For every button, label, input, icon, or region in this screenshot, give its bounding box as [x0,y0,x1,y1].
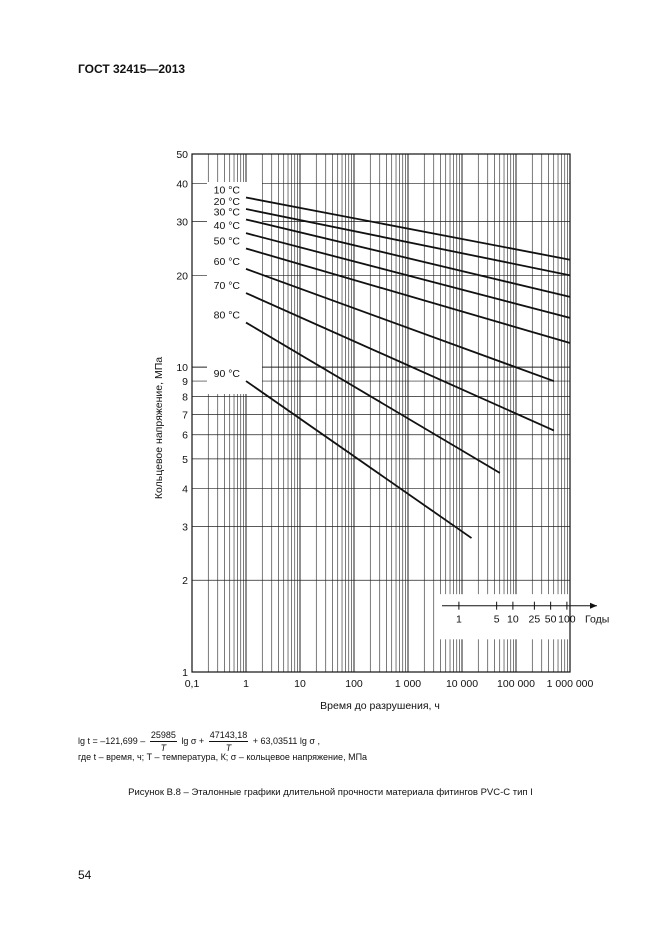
y-tick-label: 9 [182,376,188,389]
y-tick-label: 5 [182,453,188,466]
years-tick-label: 10 [507,613,519,626]
x-tick-label: 10 [294,678,306,690]
years-tick-label: 1 [455,613,462,626]
years-tick-label: 25 [528,613,541,626]
y-tick-label: 3 [182,521,188,534]
x-tick-label: 1 [243,678,249,690]
x-tick-label: 0,1 [184,678,200,690]
series-label: 70 °C [213,280,240,293]
x-axis-title: Время до разрушения, ч [320,700,440,712]
x-tick-label: 100 [345,678,363,690]
series-label: 60 °C [213,255,240,268]
series-label: 20 °C [213,196,240,209]
formula-lhs: lg t = –121,699 – [78,735,146,746]
page-number: 54 [78,868,92,882]
y-tick-label: 4 [182,483,188,496]
y-tick-label: 30 [176,216,188,229]
fraction-2-denominator: T [225,743,232,753]
formula-legend: где t – время, ч; T – температура, К; σ – кольцевое напряжение, МПа [78,752,368,762]
y-tick-label: 50 [176,149,188,161]
document-header: ГОСТ 32415—2013 [78,62,186,76]
chart-grid [192,154,610,672]
y-tick-label: 8 [182,391,188,404]
figure-caption: Рисунок В.8 – Эталонные графики длительной прочности материала фитингов PVC-C тип I [128,787,533,798]
years-axis-label: Годы [585,613,610,626]
y-tick-label: 10 [176,362,188,375]
y-tick-label: 20 [176,270,188,283]
y-tick-label: 2 [182,575,188,588]
x-tick-label: 1 000 000 [546,678,594,690]
years-tick-label: 50 [544,613,557,626]
y-tick-label: 1 [182,667,188,679]
y-tick-label: 7 [182,409,188,422]
series-label: 10 °C [213,184,240,197]
series-label: 40 °C [213,220,240,233]
x-tick-label: 1 000 [394,678,422,690]
y-tick-label: 6 [182,429,188,442]
formula-mid: lg σ + [181,735,205,746]
fraction-1-denominator: T [160,743,167,753]
x-tick-label: 100 000 [497,678,535,690]
series-label: 50 °C [213,235,240,248]
series-label: 90 °C [213,368,240,381]
fraction-2-numerator: 47143,18 [209,730,248,740]
series-label: 80 °C [213,309,240,322]
formula-fraction-2 [209,729,249,754]
formula [78,729,320,754]
fraction-1-numerator: 25985 [150,730,176,740]
y-tick-label: 40 [176,178,188,191]
x-tick-label: 10 000 [445,678,479,690]
years-tick-label: 5 [493,613,500,626]
formula-fraction-1 [150,729,177,754]
series-label: 30 °C [213,206,240,219]
series-line [246,381,472,538]
y-axis-title: Кольцевое напряжение, МПа [153,356,165,500]
formula-rhs: + 63,03511 lg σ , [252,735,320,746]
years-tick-label: 100 [558,613,576,626]
